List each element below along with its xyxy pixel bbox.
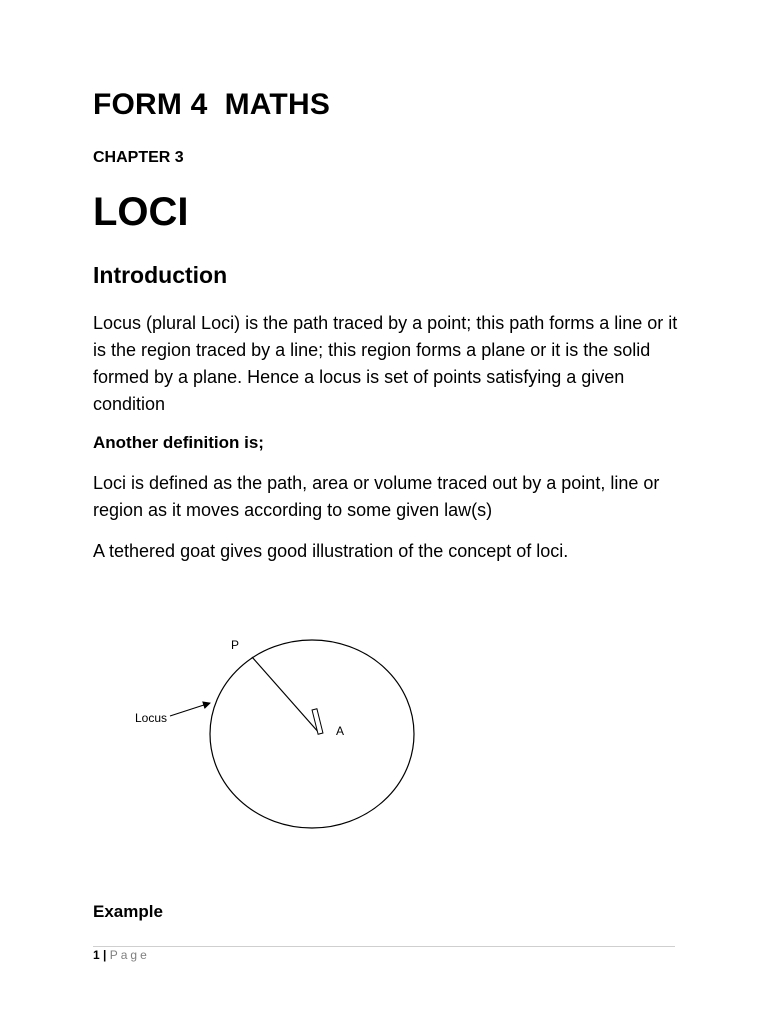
introduction-heading: Introduction: [93, 262, 228, 288]
tether-line: [252, 657, 320, 734]
point-a-label: A: [336, 724, 345, 738]
topic-heading: LOCI: [93, 190, 189, 234]
chapter-label: CHAPTER 3: [93, 149, 184, 166]
locus-label: Locus: [135, 711, 168, 725]
locus-arrow: [170, 703, 210, 716]
document-title: FORM 4 MATHS: [93, 88, 331, 121]
point-p-label: P: [231, 638, 240, 652]
page-word: Page: [109, 948, 150, 962]
footer-separator: |: [103, 948, 107, 962]
page-footer: [93, 948, 150, 962]
locus-definition-paragraph: Locus (plural Loci) is the path traced by a point; this path forms a line or it is the region traced by a line; this region forms a plane or it is the solid formed by a plane. Hence a locus is set of points satisfying a given condition: [93, 313, 678, 414]
peg-shape: [312, 709, 323, 734]
loci-definition-paragraph: Loci is defined as the path, area or volume traced out by a point, line or region as it moves according to some given law(s): [93, 473, 660, 520]
page-number: 1: [93, 948, 100, 962]
locus-circle: [210, 640, 414, 828]
goat-illustration-paragraph: A tethered goat gives good illustration of the concept of loci.: [93, 541, 569, 561]
footer-divider: [93, 946, 675, 947]
another-definition-heading: Another definition is;: [93, 433, 264, 452]
example-heading: Example: [93, 902, 163, 921]
